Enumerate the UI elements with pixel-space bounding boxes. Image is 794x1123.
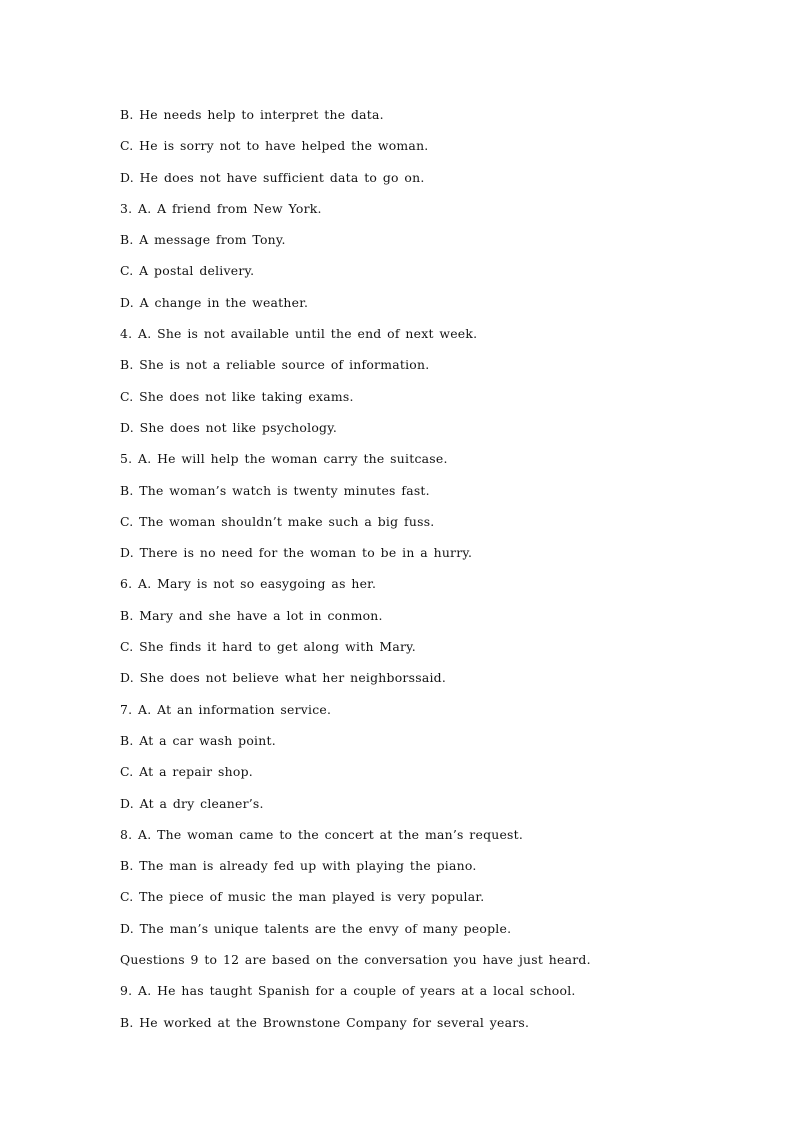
line-q3-option-b: B. A message from Tony.	[120, 232, 286, 248]
line-q2-option-c: C. He is sorry not to have helped the woman.	[120, 138, 429, 154]
line-q9-option-a: 9. A. He has taught Spanish for a couple of years at a local school.	[120, 983, 576, 999]
line-q5-option-d: D. There is no need for the woman to be in a hurry.	[120, 545, 473, 561]
line-q8-option-a: 8. A. The woman came to the concert at the man’s request.	[120, 826, 524, 842]
line-q5-option-b: B. The woman’s watch is twenty minutes fast.	[120, 482, 430, 498]
question-options-list	[120, 105, 760, 1044]
line-q3-option-c: C. A postal delivery.	[120, 263, 255, 279]
line-q5-option-a: 5. A. He will help the woman carry the suitcase.	[120, 451, 448, 467]
line-q6-option-b: B. Mary and she have a lot in conmon.	[120, 607, 383, 623]
line-q2-option-d: D. He does not have sufficient data to go on.	[120, 169, 425, 185]
line-q7-option-b: B. At a car wash point.	[120, 732, 276, 748]
line-q2-option-b: B. He needs help to interpret the data.	[120, 107, 384, 122]
line-q3-option-a: 3. A. A friend from New York.	[120, 200, 322, 216]
line-q6-option-a: 6. A. Mary is not so easygoing as her.	[120, 576, 377, 592]
line-q7-option-a: 7. A. At an information service.	[120, 701, 332, 717]
line-q4-option-c: C. She does not like taking exams.	[120, 388, 354, 404]
line-q4-option-a: 4. A. She is not available until the end of next week.	[120, 326, 478, 342]
line-q8-option-b: B. The man is already fed up with playing the piano.	[120, 858, 477, 874]
line-q7-option-d: D. At a dry cleaner’s.	[120, 795, 264, 811]
line-q7-option-c: C. At a repair shop.	[120, 764, 253, 780]
line-q6-option-c: C. She finds it hard to get along with Mary.	[120, 639, 416, 655]
line-q5-option-c: C. The woman shouldn’t make such a big fuss.	[120, 513, 435, 529]
line-q6-option-d: D. She does not believe what her neighborssaid.	[120, 670, 447, 686]
line-q3-option-d: D. A change in the weather.	[120, 294, 309, 310]
line-q4-option-d: D. She does not like psychology.	[120, 419, 338, 435]
line-q8-option-c: C. The piece of music the man played is very popular.	[120, 889, 485, 905]
line-q9-option-b: B. He worked at the Brownstone Company for several years.	[120, 1014, 530, 1030]
line-q4-option-b: B. She is not a reliable source of information.	[120, 357, 430, 373]
section-instruction: Questions 9 to 12 are based on the conversation you have just heard.	[120, 952, 591, 968]
line-q8-option-d: D. The man’s unique talents are the envy of many people.	[120, 920, 512, 936]
